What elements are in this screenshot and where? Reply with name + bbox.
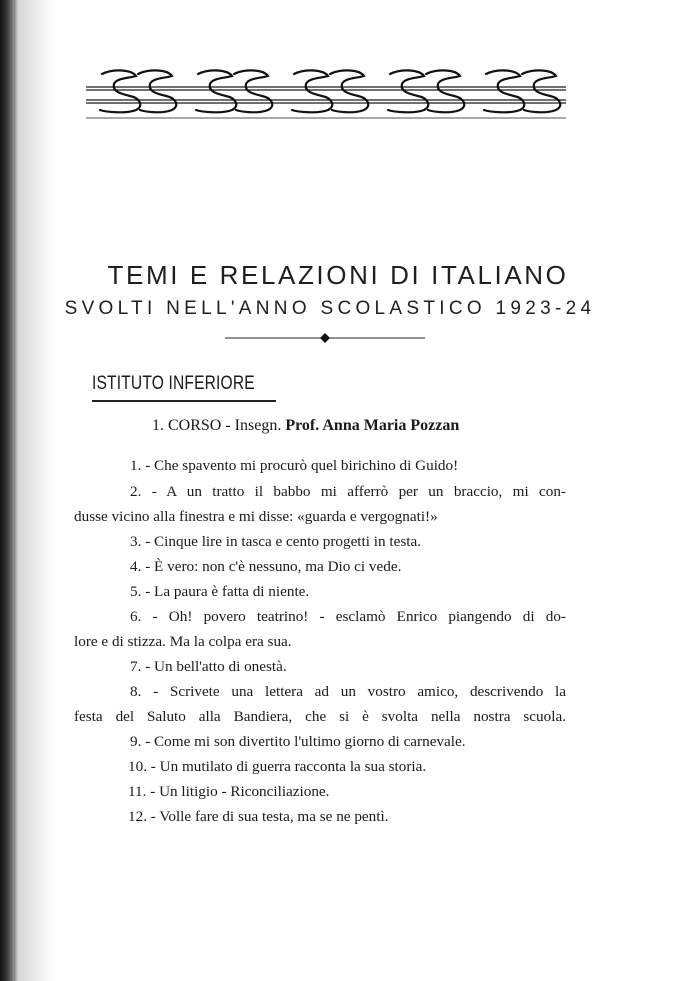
- teacher-name: Prof. Anna Maria Pozzan: [285, 417, 460, 434]
- document-subtitle: SVOLTI NELL'ANNO SCOLASTICO 1923-24: [64, 298, 596, 319]
- topic-item: 10. - Un mutilato di guerra racconta la sua storia.: [128, 758, 427, 775]
- section-heading: ISTITUTO INFERIORE: [92, 373, 255, 394]
- topic-item: 3. - Cinque lire in tasca e cento progetti in testa.: [130, 533, 422, 550]
- topic-item: 4. - È vero: non c'è nessuno, ma Dio ci vede.: [130, 558, 402, 575]
- scan-binding-shadow: [14, 0, 54, 981]
- topic-item: 1. - Che spavento mi procurò quel birichino di Guido!: [130, 457, 459, 474]
- decorative-header-ornament: [86, 66, 566, 126]
- topic-item-continuation: festa del Saluto alla Bandiera, che si è svolta nella nostra scuola.: [74, 708, 566, 725]
- diamond-divider: [225, 332, 425, 344]
- course-line: [152, 417, 459, 435]
- topic-item: 7. - Un bell'atto di onestà.: [130, 658, 287, 675]
- section-underline: [92, 400, 276, 402]
- document-title: TEMI E RELAZIONI DI ITALIANO: [107, 260, 569, 290]
- topic-item-continuation: dusse vicino alla finestra e mi disse: «guarda e vergognati!»: [74, 508, 438, 525]
- topic-item: 9. - Come mi son divertito l'ultimo giorno di carnevale.: [130, 733, 466, 750]
- topic-item: 6. - Oh! povero teatrino! - esclamò Enrico piangendo di do-: [130, 608, 566, 625]
- course-label: 1. CORSO - Insegn.: [152, 417, 282, 434]
- topic-item: 11. - Un litigio - Riconciliazione.: [128, 783, 330, 800]
- topic-item: 8. - Scrivete una lettera ad un vostro amico, descrivendo la: [130, 683, 566, 700]
- topic-item-continuation: lore e di stizza. Ma la colpa era sua.: [74, 633, 292, 650]
- topic-item: 12. - Volle fare di sua testa, ma se ne pentì.: [128, 808, 389, 825]
- topic-item: 5. - La paura è fatta di niente.: [130, 583, 310, 600]
- topic-item: 2. - A un tratto il babbo mi afferrò per un braccio, mi con-: [130, 483, 566, 500]
